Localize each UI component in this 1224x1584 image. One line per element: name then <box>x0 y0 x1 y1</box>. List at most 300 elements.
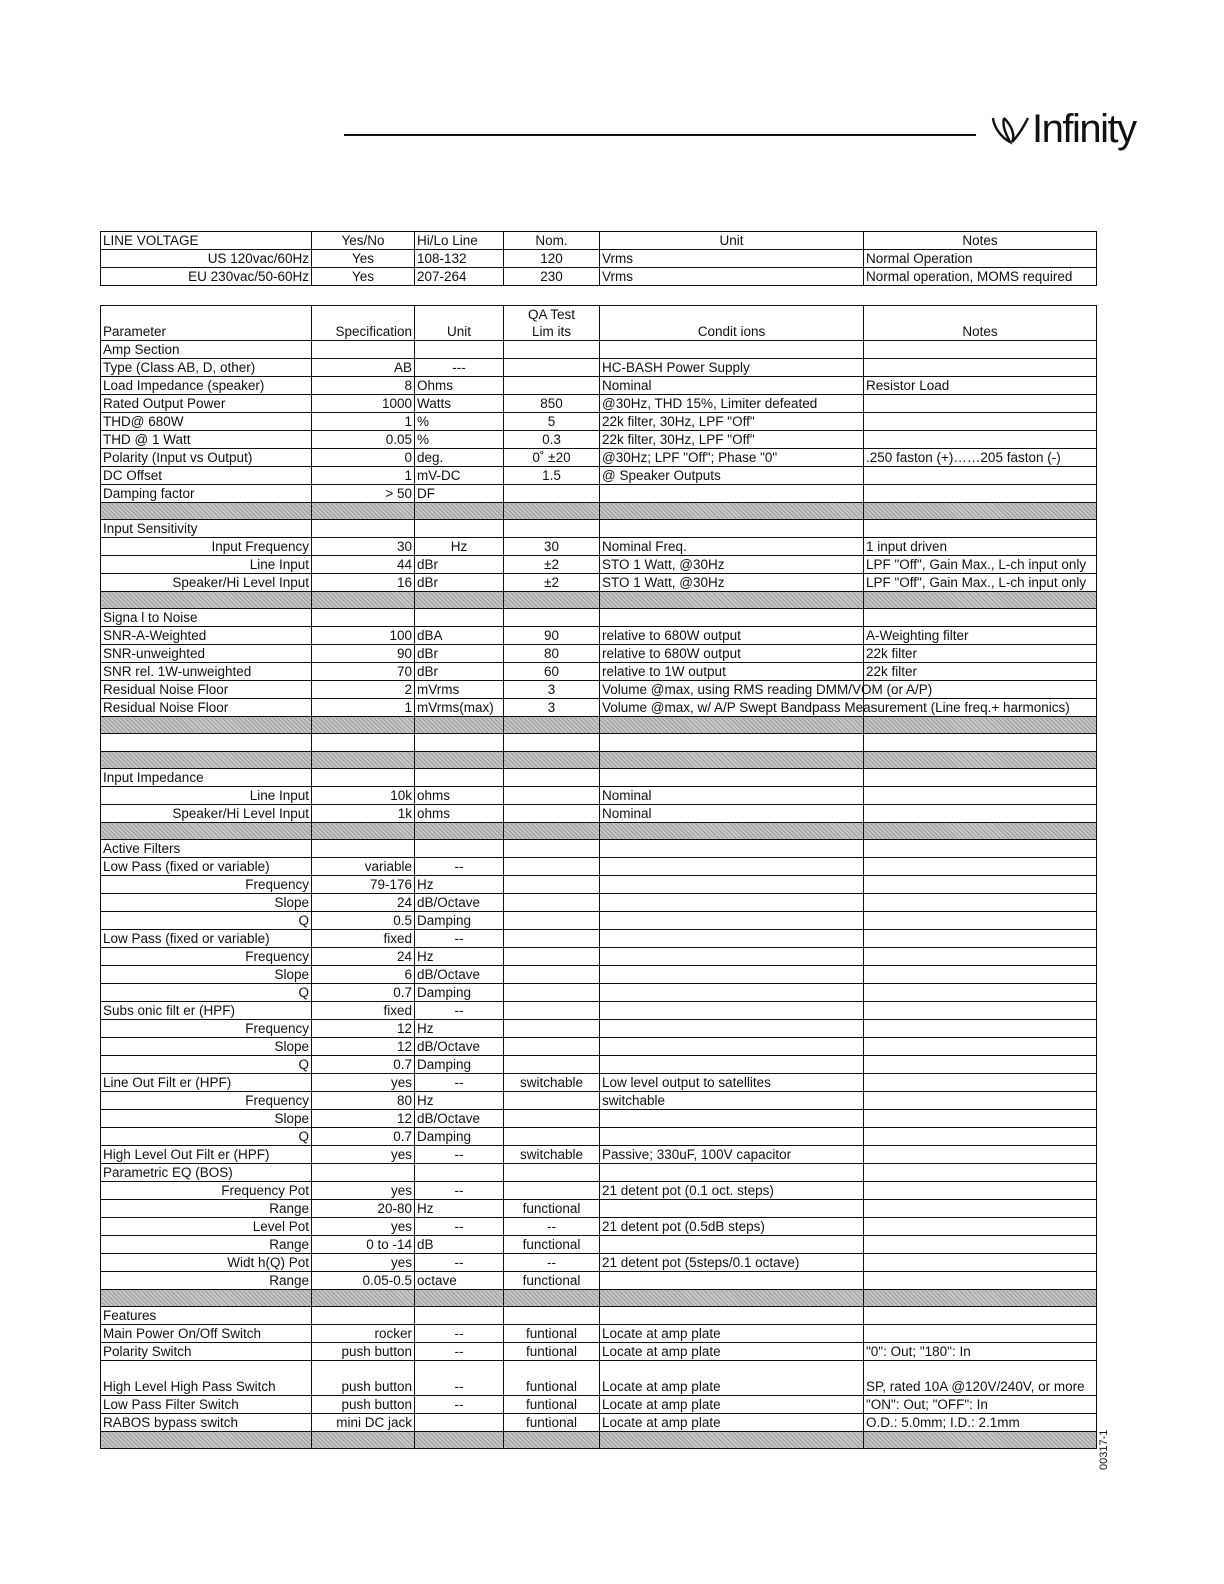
unit-cell: % <box>415 413 504 431</box>
section-title: Input Sensitivity <box>101 520 312 538</box>
param-cell: Residual Noise Floor <box>101 699 312 717</box>
unit-cell: dB/Octave <box>415 1038 504 1056</box>
table-row <box>101 1020 1097 1038</box>
unit-cell: ohms <box>415 805 504 823</box>
separator-cell <box>101 592 312 609</box>
qa-cell <box>504 912 600 930</box>
table-row <box>101 663 1097 681</box>
qa-cell: funtional <box>504 1396 600 1414</box>
conditions-cell <box>600 1200 864 1218</box>
table-row <box>101 449 1097 467</box>
unit-cell: -- <box>415 1361 504 1396</box>
qa-cell: ±2 <box>504 556 600 574</box>
param-cell: Range <box>101 1272 312 1290</box>
param-cell: Load Impedance (speaker) <box>101 377 312 395</box>
notes-cell <box>864 485 1097 503</box>
spec-cell: yes <box>312 1074 415 1092</box>
empty-cell <box>864 520 1097 538</box>
conditions-cell <box>600 1128 864 1146</box>
unit-cell: dB/Octave <box>415 894 504 912</box>
separator-cell <box>101 1432 312 1449</box>
notes-cell <box>864 395 1097 413</box>
conditions-cell <box>600 966 864 984</box>
qa-cell: funtional <box>504 1325 600 1343</box>
section-title-row <box>101 609 1097 627</box>
empty-cell <box>864 609 1097 627</box>
conditions-cell: @30Hz; LPF "Off"; Phase "0" <box>600 449 864 467</box>
qa-cell: 0˚ ±20 <box>504 449 600 467</box>
table-row <box>101 1396 1097 1414</box>
separator-cell <box>504 1432 600 1449</box>
unit-cell: % <box>415 431 504 449</box>
section-title-row <box>101 769 1097 787</box>
spec-cell: 0 to -14 <box>312 1236 415 1254</box>
param-cell: DC Offset <box>101 467 312 485</box>
separator-cell <box>312 1432 415 1449</box>
conditions-cell: switchable <box>600 1092 864 1110</box>
spec-cell: AB <box>312 359 415 377</box>
separator-cell <box>312 592 415 609</box>
separator-row <box>101 503 1097 520</box>
notes-cell: A-Weighting filter <box>864 627 1097 645</box>
spec-cell: 1k <box>312 805 415 823</box>
spec-cell: 80 <box>312 1092 415 1110</box>
conditions-cell <box>600 1038 864 1056</box>
spec-cell: 12 <box>312 1038 415 1056</box>
conditions-cell: relative to 1W output <box>600 663 864 681</box>
separator-row <box>101 1432 1097 1449</box>
unit-cell: Ohms <box>415 377 504 395</box>
empty-cell <box>415 769 504 787</box>
unit-cell: mVrms <box>415 681 504 699</box>
qa-header-line1: QA Test <box>527 307 576 322</box>
unit-cell: Hz <box>415 1092 504 1110</box>
table-row <box>101 787 1097 805</box>
table-row <box>101 485 1097 503</box>
notes-cell: "0": Out; "180": In <box>864 1343 1097 1361</box>
separator-cell <box>864 823 1097 840</box>
unit-cell: dBr <box>415 645 504 663</box>
notes-cell: O.D.: 5.0mm; I.D.: 2.1mm <box>864 1414 1097 1432</box>
notes-cell <box>864 1182 1097 1200</box>
line-voltage-table <box>100 231 1097 286</box>
line-voltage-header-row <box>101 232 1097 250</box>
notes-cell: .250 faston (+)……205 faston (-) <box>864 449 1097 467</box>
conditions-cell: STO 1 Watt, @30Hz <box>600 556 864 574</box>
separator-cell <box>504 1290 600 1307</box>
param-cell: Frequency <box>101 1020 312 1038</box>
conditions-cell <box>600 1056 864 1074</box>
notes-cell <box>864 467 1097 485</box>
spec-cell: 6 <box>312 966 415 984</box>
qa-cell: functional <box>504 1200 600 1218</box>
separator-cell <box>600 752 864 769</box>
voltage-unit: Vrms <box>600 268 864 286</box>
param-cell: Low Pass (fixed or variable) <box>101 930 312 948</box>
notes-cell <box>864 1056 1097 1074</box>
spec-cell: yes <box>312 1182 415 1200</box>
table-row <box>101 1182 1097 1200</box>
table-row <box>101 1361 1097 1396</box>
conditions-cell: @30Hz, THD 15%, Limiter defeated <box>600 395 864 413</box>
param-cell: Subs onic filt er (HPF) <box>101 1002 312 1020</box>
separator-cell <box>864 592 1097 609</box>
conditions-cell: 21 detent pot (0.1 oct. steps) <box>600 1182 864 1200</box>
spec-cell: 16 <box>312 574 415 592</box>
table-row <box>101 1236 1097 1254</box>
table-row <box>101 574 1097 592</box>
param-cell: Main Power On/Off Switch <box>101 1325 312 1343</box>
notes-cell <box>864 894 1097 912</box>
document-code: 00317-1 <box>1098 1429 1110 1470</box>
separator-cell <box>101 752 312 769</box>
conditions-cell <box>600 1272 864 1290</box>
separator-row <box>101 592 1097 609</box>
unit-header: Unit <box>600 232 864 250</box>
conditions-cell: Nominal <box>600 377 864 395</box>
table-row <box>101 413 1097 431</box>
voltage-yesno: Yes <box>312 268 415 286</box>
line-voltage-header: LINE VOLTAGE <box>101 232 312 250</box>
table-row <box>101 966 1097 984</box>
spec-cell: 1 <box>312 699 415 717</box>
section-title: Active Filters <box>101 840 312 858</box>
unit-cell: DF <box>415 485 504 503</box>
table-row <box>101 645 1097 663</box>
param-cell: Residual Noise Floor <box>101 681 312 699</box>
conditions-cell <box>600 930 864 948</box>
voltage-nom: 230 <box>504 268 600 286</box>
notes-cell: LPF "Off", Gain Max., L-ch input only <box>864 574 1097 592</box>
separator-cell <box>504 823 600 840</box>
spec-cell <box>312 1164 415 1182</box>
separator-row <box>101 717 1097 734</box>
separator-cell <box>504 592 600 609</box>
spec-cell: push button <box>312 1343 415 1361</box>
notes-cell <box>864 1110 1097 1128</box>
empty-cell <box>504 840 600 858</box>
empty-cell <box>600 769 864 787</box>
param-cell: Parametric EQ (BOS) <box>101 1164 312 1182</box>
conditions-cell <box>600 894 864 912</box>
qa-cell: switchable <box>504 1146 600 1164</box>
unit-cell: dBr <box>415 556 504 574</box>
empty-cell <box>312 1307 415 1325</box>
qa-cell <box>504 1164 600 1182</box>
qa-cell: functional <box>504 1272 600 1290</box>
unit-cell: Hz <box>415 1020 504 1038</box>
conditions-cell: Locate at amp plate <box>600 1361 864 1396</box>
unit-cell: --- <box>415 359 504 377</box>
table-row <box>101 627 1097 645</box>
brand-logo <box>990 104 1136 154</box>
qa-cell: 80 <box>504 645 600 663</box>
unit-cell <box>415 1414 504 1432</box>
notes-cell: 22k filter <box>864 645 1097 663</box>
empty-cell <box>864 1307 1097 1325</box>
param-cell: Frequency <box>101 876 312 894</box>
qa-cell: -- <box>504 1254 600 1272</box>
conditions-cell: 21 detent pot (5steps/0.1 octave) <box>600 1254 864 1272</box>
table-row <box>101 699 1097 717</box>
table-row <box>101 1272 1097 1290</box>
table-row <box>101 681 1097 699</box>
spec-cell: 12 <box>312 1110 415 1128</box>
conditions-cell <box>600 948 864 966</box>
param-cell: Q <box>101 984 312 1002</box>
notes-cell <box>864 787 1097 805</box>
conditions-cell: Nominal Freq. <box>600 538 864 556</box>
table-row <box>101 1002 1097 1020</box>
spec-cell: variable <box>312 858 415 876</box>
empty-cell <box>312 840 415 858</box>
spec-cell: 30 <box>312 538 415 556</box>
separator-cell <box>312 717 415 734</box>
table-row <box>101 948 1097 966</box>
qa-cell: 60 <box>504 663 600 681</box>
conditions-cell: Passive; 330uF, 100V capacitor <box>600 1146 864 1164</box>
notes-cell <box>864 1164 1097 1182</box>
section-title: Input Impedance <box>101 769 312 787</box>
qa-cell <box>504 948 600 966</box>
blank-row <box>101 734 1097 752</box>
notes-cell <box>864 984 1097 1002</box>
empty-cell <box>415 840 504 858</box>
conditions-cell: 22k filter, 30Hz, LPF "Off" <box>600 413 864 431</box>
qa-cell <box>504 966 600 984</box>
conditions-cell <box>600 858 864 876</box>
spec-header-row <box>101 306 1097 341</box>
unit-cell: -- <box>415 1325 504 1343</box>
unit-cell: -- <box>415 1002 504 1020</box>
unit-cell: -- <box>415 1396 504 1414</box>
spec-cell: rocker <box>312 1325 415 1343</box>
table-row <box>101 1325 1097 1343</box>
section-title-row <box>101 520 1097 538</box>
conditions-cell: Locate at amp plate <box>600 1325 864 1343</box>
voltage-yesno: Yes <box>312 250 415 268</box>
spec-cell: 1000 <box>312 395 415 413</box>
qa-cell <box>504 858 600 876</box>
empty-cell <box>415 1307 504 1325</box>
voltage-label: US 120vac/60Hz <box>101 250 312 268</box>
voltage-label: EU 230vac/50-60Hz <box>101 268 312 286</box>
qa-header-line2: Lim its <box>531 324 571 339</box>
unit-cell: -- <box>415 1218 504 1236</box>
separator-cell <box>415 503 504 520</box>
unit-cell: Damping <box>415 1056 504 1074</box>
notes-cell <box>864 1236 1097 1254</box>
unit-header: Unit <box>415 306 504 341</box>
spec-cell: 0.5 <box>312 912 415 930</box>
brand-name: Infinity <box>1032 107 1136 151</box>
empty-cell <box>504 520 600 538</box>
qa-cell: 5 <box>504 413 600 431</box>
separator-cell <box>415 592 504 609</box>
notes-cell <box>864 912 1097 930</box>
notes-cell <box>864 1146 1097 1164</box>
table-row <box>101 1092 1097 1110</box>
infinity-logo-icon <box>990 112 1030 146</box>
voltage-notes: Normal Operation <box>864 250 1097 268</box>
section-title-row <box>101 1307 1097 1325</box>
table-row <box>101 805 1097 823</box>
qa-cell <box>504 894 600 912</box>
param-cell: Frequency <box>101 948 312 966</box>
separator-cell <box>312 752 415 769</box>
conditions-cell <box>600 1110 864 1128</box>
param-cell: High Level Out Filt er (HPF) <box>101 1146 312 1164</box>
separator-cell <box>600 592 864 609</box>
qa-cell: 3 <box>504 681 600 699</box>
param-cell: Speaker/Hi Level Input <box>101 805 312 823</box>
table-row <box>101 1200 1097 1218</box>
voltage-notes: Normal operation, MOMS required <box>864 268 1097 286</box>
param-cell: Widt h(Q) Pot <box>101 1254 312 1272</box>
table-row <box>101 1254 1097 1272</box>
empty-cell <box>415 520 504 538</box>
spec-cell: push button <box>312 1361 415 1396</box>
empty-cell <box>504 1307 600 1325</box>
spec-table-body <box>101 306 1097 1449</box>
unit-cell: -- <box>415 1343 504 1361</box>
section-title-row <box>101 341 1097 359</box>
empty-cell <box>864 341 1097 359</box>
empty-cell <box>504 341 600 359</box>
table-row <box>101 395 1097 413</box>
param-cell: SNR-A-Weighted <box>101 627 312 645</box>
notes-cell <box>864 1254 1097 1272</box>
notes-cell: 1 input driven <box>864 538 1097 556</box>
param-cell: Speaker/Hi Level Input <box>101 574 312 592</box>
param-cell: Low Pass Filter Switch <box>101 1396 312 1414</box>
notes-cell <box>864 1092 1097 1110</box>
param-cell: Line Input <box>101 787 312 805</box>
conditions-cell: 22k filter, 30Hz, LPF "Off" <box>600 431 864 449</box>
notes-cell <box>864 359 1097 377</box>
table-row <box>101 268 1097 286</box>
qa-cell <box>504 1110 600 1128</box>
voltage-unit: Vrms <box>600 250 864 268</box>
unit-cell: Damping <box>415 1128 504 1146</box>
section-title: Amp Section <box>101 341 312 359</box>
separator-cell <box>415 717 504 734</box>
spec-cell: 0.05 <box>312 431 415 449</box>
param-cell: Slope <box>101 1038 312 1056</box>
table-row <box>101 858 1097 876</box>
separator-row <box>101 1290 1097 1307</box>
spec-cell: yes <box>312 1254 415 1272</box>
conditions-cell: Nominal <box>600 787 864 805</box>
conditions-cell <box>600 912 864 930</box>
spec-cell: 0 <box>312 449 415 467</box>
unit-cell: Hz <box>415 538 504 556</box>
qa-cell: switchable <box>504 1074 600 1092</box>
qa-cell: funtional <box>504 1343 600 1361</box>
qa-limits-header <box>504 306 600 341</box>
spec-cell: 8 <box>312 377 415 395</box>
qa-cell: 90 <box>504 627 600 645</box>
qa-cell: funtional <box>504 1414 600 1432</box>
spec-cell: 1 <box>312 413 415 431</box>
param-cell: Slope <box>101 894 312 912</box>
spec-cell: 20-80 <box>312 1200 415 1218</box>
separator-cell <box>415 1290 504 1307</box>
notes-cell <box>864 1272 1097 1290</box>
unit-cell: octave <box>415 1272 504 1290</box>
qa-cell <box>504 377 600 395</box>
spec-cell: 10k <box>312 787 415 805</box>
parameter-header: Parameter <box>101 306 312 341</box>
blank-cell <box>504 734 600 752</box>
spec-cell: 12 <box>312 1020 415 1038</box>
unit-cell: -- <box>415 930 504 948</box>
qa-cell: 3 <box>504 699 600 717</box>
table-row <box>101 930 1097 948</box>
conditions-cell: Low level output to satellites <box>600 1074 864 1092</box>
conditions-header: Condit ions <box>600 306 864 341</box>
section-title-row <box>101 840 1097 858</box>
spec-cell: 2 <box>312 681 415 699</box>
conditions-cell: Locate at amp plate <box>600 1414 864 1432</box>
empty-cell <box>504 609 600 627</box>
separator-cell <box>415 752 504 769</box>
table-row <box>101 1128 1097 1146</box>
notes-cell <box>864 876 1097 894</box>
notes-cell: SP, rated 10A @120V/240V, or more <box>864 1361 1097 1396</box>
conditions-cell: @ Speaker Outputs <box>600 467 864 485</box>
separator-cell <box>600 503 864 520</box>
table-row <box>101 250 1097 268</box>
empty-cell <box>600 520 864 538</box>
qa-cell: ±2 <box>504 574 600 592</box>
unit-cell: -- <box>415 1074 504 1092</box>
unit-cell: Hz <box>415 948 504 966</box>
table-row <box>101 377 1097 395</box>
separator-cell <box>415 1432 504 1449</box>
yesno-header: Yes/No <box>312 232 415 250</box>
empty-cell <box>864 769 1097 787</box>
spec-cell: 90 <box>312 645 415 663</box>
param-cell: Line Input <box>101 556 312 574</box>
unit-cell: deg. <box>415 449 504 467</box>
separator-cell <box>864 752 1097 769</box>
unit-cell <box>415 1164 504 1182</box>
table-row <box>101 894 1097 912</box>
table-row <box>101 1038 1097 1056</box>
table-row <box>101 556 1097 574</box>
table-row <box>101 1110 1097 1128</box>
empty-cell <box>312 520 415 538</box>
table-row <box>101 538 1097 556</box>
conditions-cell: relative to 680W output <box>600 645 864 663</box>
separator-cell <box>101 1290 312 1307</box>
qa-cell <box>504 876 600 894</box>
conditions-cell: 21 detent pot (0.5dB steps) <box>600 1218 864 1236</box>
unit-cell: dB <box>415 1236 504 1254</box>
section-title: Features <box>101 1307 312 1325</box>
param-cell: Input Frequency <box>101 538 312 556</box>
unit-cell: dB/Octave <box>415 966 504 984</box>
notes-cell <box>864 1218 1097 1236</box>
separator-cell <box>312 503 415 520</box>
unit-cell: ohms <box>415 787 504 805</box>
empty-cell <box>600 609 864 627</box>
table-row <box>101 1414 1097 1432</box>
spec-cell: 1 <box>312 467 415 485</box>
empty-cell <box>504 769 600 787</box>
separator-cell <box>864 503 1097 520</box>
